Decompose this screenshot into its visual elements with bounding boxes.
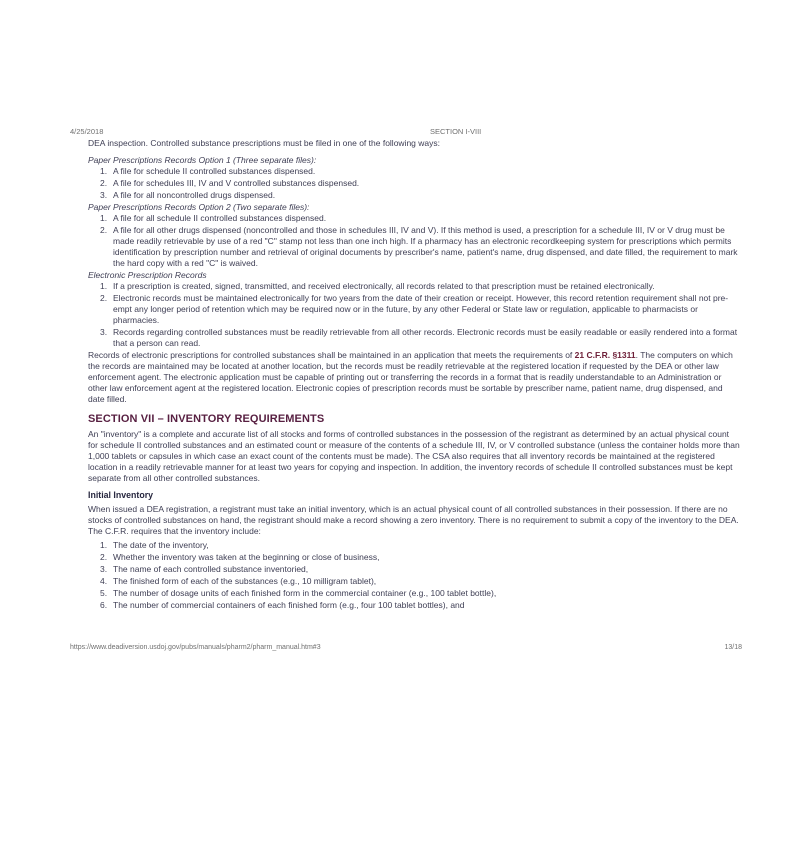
list-item-text: The date of the inventory, xyxy=(113,540,209,550)
list-item xyxy=(100,178,740,189)
initial-inventory-heading: Initial Inventory xyxy=(88,490,154,500)
list-item-number: 2. xyxy=(100,178,108,188)
paper-option1-list xyxy=(100,166,740,201)
header-date: 4/25/2018 xyxy=(70,127,104,136)
list-item-number: 1. xyxy=(100,213,108,223)
list-item xyxy=(100,281,740,292)
list-item xyxy=(100,540,740,551)
page-number: 13/18 xyxy=(724,644,742,651)
list-item xyxy=(100,576,740,587)
list-item-text: A file for all noncontrolled drugs dispensed. xyxy=(113,190,276,200)
initial-inventory-paragraph: When issued a DEA registration, a registrant must take an initial inventory, which is an actual physical count of all controlled substances in their possession. If there are no stocks of controlled substances on hand, the registrant should make a record showing a zero inventory. There is no requirement to submit a copy of the inventory to the DEA. The C.F.R. requires that the inventory include: xyxy=(88,504,739,536)
list-item-number: 3. xyxy=(100,190,108,200)
list-item-number: 1. xyxy=(100,281,108,291)
list-item-text: Records regarding controlled substances must be readily retrievable from all other records. Electronic records must be easily readable or easily rendered into a format that a person can read. xyxy=(113,327,738,348)
page-footer xyxy=(70,644,742,651)
list-item-number: 5. xyxy=(100,588,108,598)
list-item-number: 2. xyxy=(100,225,108,235)
list-item xyxy=(100,225,740,269)
document-content xyxy=(88,138,740,612)
list-item-text: If a prescription is created, signed, transmitted, and received electronically, all records related to that prescription must be retained electronically. xyxy=(113,281,655,291)
list-item-text: The name of each controlled substance inventoried, xyxy=(113,564,309,574)
list-item xyxy=(100,600,740,611)
list-item xyxy=(100,166,740,177)
paper-option2-list xyxy=(100,213,740,269)
list-item xyxy=(100,293,740,326)
list-item-text: The finished form of each of the substances (e.g., 10 milligram tablet), xyxy=(113,576,377,586)
list-item-text: Whether the inventory was taken at the beginning or close of business, xyxy=(113,552,380,562)
list-item-text: Electronic records must be maintained electronically for two years from the date of their creation or receipt. However, this record retention requirement shall not pre-empt any longer period of retention which may be required now or in the future, by any other Federal or State law or regulation, applicable to pharmacists or pharmacies. xyxy=(113,293,729,325)
inventory-paragraph: An "inventory" is a complete and accurate list of all stocks and forms of controlled substances in the possession of the registrant as determined by an actual physical count for schedule II controlled substances and an estimated count or measure of the contents of a schedule III, IV, or V controlled substance (unless the container holds more than 1,000 tablets or capsules in which case an exact count of the contents must be made). The CSA also requires that all inventory records be maintained at the registered location in a readily retrievable manner for at least two years for copying and inspection. In addition, the inventory records of schedule II controlled substances must be kept separate from all other controlled substances. xyxy=(88,429,740,483)
list-item-text: A file for schedule II controlled substances dispensed. xyxy=(113,166,316,176)
electronic-records-paragraph xyxy=(88,350,740,405)
list-item-text: A file for all other drugs dispensed (noncontrolled and those in schedules III, IV and V). If this method is used, a prescription for a schedule III, IV or V drug must be made readily retrievable by use of a red "C" stamp not less than one inch high. If a pharmacy has an electronic recordkeeping system for prescriptions which permits identification by prescription number and retrieval of original documents by prescriber's name, patient's name, drug dispensed, and date filled, the requirement to mark the hard copy with a red "C" is waived. xyxy=(113,225,738,268)
list-item xyxy=(100,327,740,349)
electronic-records-list xyxy=(100,281,740,349)
electronic-records-heading: Electronic Prescription Records xyxy=(88,270,207,280)
list-item-text: The number of commercial containers of each finished form (e.g., four 100 tablet bottles), and xyxy=(113,600,465,610)
list-item xyxy=(100,588,740,599)
list-item xyxy=(100,190,740,201)
list-item-text: A file for all schedule II controlled substances dispensed. xyxy=(113,213,327,223)
list-item xyxy=(100,552,740,563)
list-item-number: 4. xyxy=(100,576,108,586)
header-section-label: SECTION I-VIII xyxy=(430,127,482,136)
initial-inventory-list xyxy=(100,540,740,611)
paper-option1-heading: Paper Prescriptions Records Option 1 (Three separate files): xyxy=(88,155,317,165)
list-item xyxy=(100,564,740,575)
list-item-number: 3. xyxy=(100,564,108,574)
list-item-number: 1. xyxy=(100,166,108,176)
list-item-number: 3. xyxy=(100,327,108,337)
paragraph-text: Records of electronic prescriptions for controlled substances shall be maintained in an application that meets the requirements of xyxy=(88,350,575,360)
list-item-number: 6. xyxy=(100,600,108,610)
cfr-reference: 21 C.F.R. §1311 xyxy=(574,350,636,360)
list-item-number: 2. xyxy=(100,293,108,303)
list-item-number: 1. xyxy=(100,540,108,550)
paragraph-text: . The computers on which the records are maintained may be located at another location, but the records must be readily retrievable at the registered location if requested by the DEA or other law enforcement agent. The electronic application must be capable of printing out or transferring the records in a format that is readily understandable to an Administration or other law enforcement agent at the registered location. Electronic copies of prescription records must be sortable by prescriber name, patient name, drug dispensed, and date filled. xyxy=(88,350,733,404)
intro-paragraph: DEA inspection. Controlled substance prescriptions must be filed in one of the following ways: xyxy=(88,138,440,148)
list-item-text: The number of dosage units of each finished form in the commercial container (e.g., 100 tablet bottle), xyxy=(113,588,497,598)
list-item-number: 2. xyxy=(100,552,108,562)
list-item xyxy=(100,213,740,224)
list-item-text: A file for schedules III, IV and V controlled substances dispensed. xyxy=(113,178,360,188)
paper-option2-heading: Paper Prescriptions Records Option 2 (Two separate files): xyxy=(88,202,310,212)
footer-url: https://www.deadiversion.usdoj.gov/pubs/manuals/pharm2/pharm_manual.htm#3 xyxy=(70,644,321,651)
section-vii-heading: SECTION VII – INVENTORY REQUIREMENTS xyxy=(88,413,325,425)
